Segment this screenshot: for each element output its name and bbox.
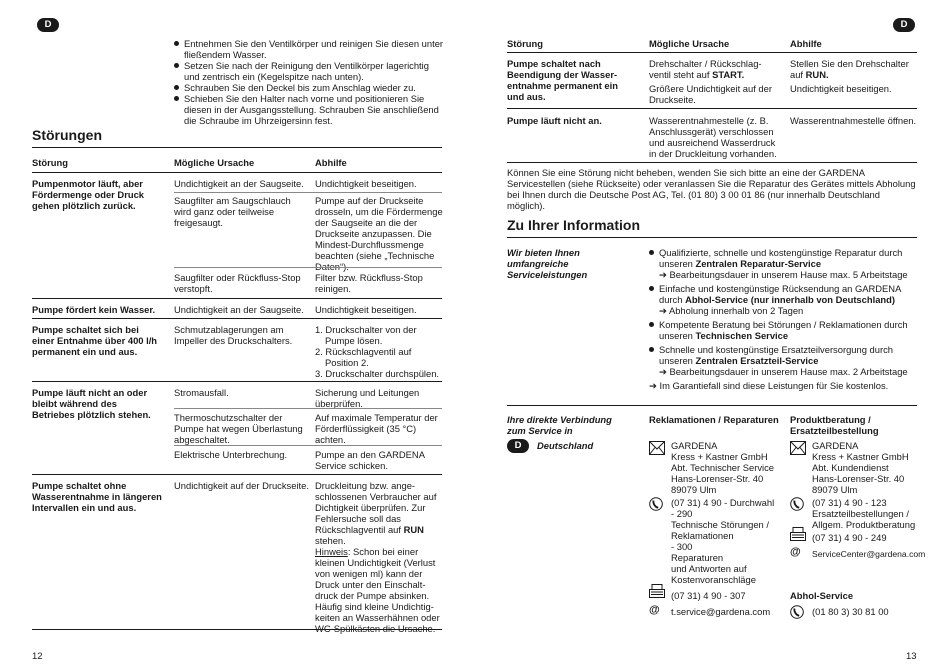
fix-text: Undichtigkeit beseitigen.	[315, 304, 417, 315]
right-page	[475, 0, 950, 671]
fix-text: stehen.	[315, 535, 346, 546]
divider	[507, 162, 917, 163]
cause-text: Saugfilter am Saugschlauch wird ganz oder teilweise freigesaugt.	[174, 195, 291, 228]
address-line: Kress + Kastner GmbH	[812, 451, 909, 462]
email-icon: @	[649, 604, 660, 616]
fix-text: Druckleitung bzw. ange-schlossenen Verbraucher auf Dichtigkeit überprüfen. Zur Fehlersuche soll das Rückschlagventil auf	[315, 480, 437, 535]
offer-text: Schnelle und kostengünstige Ersatzteilversorgung durch unseren	[659, 344, 893, 366]
guarantee-note: ➔ Im Garantiefall sind diese Leistungen für Sie kostenlos.	[649, 380, 919, 391]
intro-bullet-list	[174, 38, 444, 126]
offer-emphasis: Abhol-Service (nur innerhalb von Deutschland)	[685, 294, 895, 305]
offer-sub: ➔ Abholung innerhalb von 2 Tagen	[659, 305, 919, 316]
offer-sub: ➔ Bearbeitungsdauer in unserem Hause max. 2 Arbeitstage	[659, 366, 919, 377]
address-line: 89079 Ulm	[812, 484, 858, 495]
phone-line: und Antworten auf	[671, 563, 747, 574]
divider	[507, 108, 917, 109]
fix-text: Pumpe an den GARDENA Service schicken.	[315, 449, 425, 471]
offer-item	[649, 247, 919, 280]
fix-text: Filter bzw. Rückfluss-Stop reinigen.	[315, 272, 423, 294]
fix-emphasis: RUN	[403, 524, 424, 535]
offer-item	[649, 344, 919, 377]
phone-line: Reparaturen	[671, 552, 724, 563]
fault-text: Pumpe läuft nicht an oder bleibt während des Betriebes plötzlich stehen.	[32, 387, 151, 420]
fix-step: 2. Rückschlagventil auf Position 2.	[315, 346, 412, 368]
offer-text: Qualifizierte, schnelle und kostengünstige Reparatur durch unseren	[659, 247, 903, 269]
phone-line: - 300	[671, 541, 693, 552]
fax-icon	[649, 584, 665, 598]
fix-text: Undichtigkeit beseitigen.	[790, 83, 892, 94]
email-address[interactable]: ServiceCenter@gardena.com	[812, 549, 926, 559]
fix-text: Pumpe auf der Druckseite drosseln, um die Fördermenge der Saugseite an die der Druckseite anzupassen. Die Mindest-Durchflussmenge beachten (siehe „Technische Daten“).	[315, 195, 443, 272]
address-line: Kress + Kastner GmbH	[671, 451, 768, 462]
fax-number: (07 31) 4 90 - 307	[671, 590, 746, 601]
divider	[32, 147, 442, 148]
phone-block	[671, 497, 791, 585]
offer-list	[649, 247, 919, 391]
hint-text: : Schon bei einer kleinen Undichtigkeit (Verlust von wenigen ml) kann der Druck unter den Einschalt-druck der Pumpe absinken. Häufig sind kleine Undichtig-keiten an Wasserhähnen oder WC-Spülkästen die Ursache.	[315, 546, 440, 634]
divider	[174, 408, 442, 409]
mail-icon	[649, 441, 665, 455]
fix-text: Wasserentnahmestelle öffnen.	[790, 115, 917, 126]
col-header-cause: Mögliche Ursache	[174, 157, 255, 168]
fix-text: Stellen Sie den Drehschalter auf	[790, 58, 909, 80]
phone-line: - 290	[671, 508, 693, 519]
cause-text: Undichtigkeit an der Saugseite.	[174, 304, 304, 315]
phone-line: Technische Störungen / Reklamationen	[671, 519, 769, 541]
cause-text: Schmutzablagerungen am Impeller des Druckschalters.	[174, 324, 293, 346]
email-address[interactable]: t.service@gardena.com	[671, 606, 771, 617]
cause-text: Drehschalter / Rückschlag-ventil steht auf	[649, 58, 762, 80]
fix-text-block	[790, 58, 918, 80]
language-badge: D	[37, 18, 59, 32]
page-number: 13	[906, 651, 917, 662]
fault-text: Pumpe schaltet nach Beendigung der Wasser-entnahme permanent ein und aus.	[507, 58, 618, 102]
address-block	[812, 440, 922, 495]
offer-item	[649, 319, 919, 341]
address-line: Abt. Technischer Service	[671, 462, 774, 473]
col-header-fix: Abhilfe	[315, 157, 347, 168]
fax-number: (07 31) 4 90 - 249	[812, 532, 887, 543]
divider	[32, 172, 442, 173]
fix-text: Undichtigkeit beseitigen.	[315, 178, 417, 189]
divider	[507, 52, 917, 53]
mail-icon	[790, 441, 806, 455]
phone-line: Allgem. Produktberatung	[812, 519, 916, 530]
fault-text: Pumpe schaltet ohne Wasserentnahme in längeren Intervallen ein und aus.	[32, 480, 162, 513]
offer-sub: ➔ Bearbeitungsdauer in unserem Hause max. 5 Arbeitstage	[659, 269, 919, 280]
divider	[32, 318, 442, 319]
offer-emphasis: Zentralen Ersatzteil-Service	[695, 355, 819, 366]
country-badge: D	[507, 439, 529, 453]
intro-bullet: Schieben Sie den Halter nach vorne und positionieren Sie diesen in der Ausgangsstellung. Schrauben Sie anschließend die Schraube im Uhrzeigersinn fest.	[174, 93, 444, 126]
col-header-fault: Störung	[32, 157, 68, 168]
cause-text: Größere Undichtigkeit auf der Druckseite.	[649, 83, 772, 105]
fix-step: 3. Druckschalter durchspülen.	[315, 368, 440, 379]
contact-label: Ihre direkte Verbindung zum Service in	[507, 414, 612, 436]
intro-bullet: Setzen Sie nach der Reinigung den Ventilkörper lagerichtig und zentrisch ein (Kegelspitze nach unten).	[174, 60, 444, 82]
address-line: 89079 Ulm	[671, 484, 717, 495]
hint-label: Hinweis	[315, 546, 348, 557]
address-line: Hans-Lorenser-Str. 40	[812, 473, 905, 484]
intro-bullet: Schrauben Sie den Deckel bis zum Anschlag wieder zu.	[174, 82, 444, 93]
fix-emphasis: RUN.	[805, 69, 829, 80]
phone-line: (07 31) 4 90 - 123	[812, 497, 887, 508]
phone-icon	[649, 496, 663, 512]
divider	[32, 381, 442, 382]
address-line: GARDENA	[671, 440, 718, 451]
offer-emphasis: Technischen Service	[695, 330, 789, 341]
phone-line: Kostenvoranschläge	[671, 574, 756, 585]
divider	[174, 192, 442, 193]
pickup-title: Abhol-Service	[790, 590, 854, 601]
divider	[32, 298, 442, 299]
offer-item	[649, 283, 919, 316]
country-name: Deutschland	[537, 440, 594, 451]
section-heading: Zu Ihrer Information	[507, 217, 640, 233]
offer-text: Kompetente Beratung bei Störungen / Reklamationen durch unseren	[659, 319, 908, 341]
fix-step: 1. Druckschalter von der Pumpe lösen.	[315, 324, 417, 346]
phone-icon	[790, 496, 804, 512]
fault-text: Pumpe läuft nicht an.	[507, 115, 602, 126]
cause-emphasis: START.	[712, 69, 745, 80]
phone-line: Ersatzteilbestellungen /	[812, 508, 909, 519]
fix-text: Auf maximale Temperatur der Förderflüssigkeit (35 °C) achten.	[315, 412, 438, 445]
offer-label: Wir bieten Ihnen umfangreiche Serviceleistungen	[507, 247, 588, 280]
pickup-phone: (01 80 3) 30 81 00	[812, 606, 889, 617]
divider	[507, 405, 917, 406]
offer-emphasis: Zentralen Reparatur-Service	[695, 258, 822, 269]
divider	[174, 267, 442, 268]
cause-text: Undichtigkeit auf der Druckseite.	[174, 480, 309, 491]
section-heading: Störungen	[32, 127, 102, 143]
language-badge: D	[893, 18, 915, 32]
divider	[32, 629, 442, 630]
fault-text: Pumpe schaltet sich bei einer Entnahme über 400 l/h permanent ein und aus.	[32, 324, 158, 357]
cause-text: Wasserentnahmestelle (z. B. Anschlussgerät) verschlossen und ausreichend Wasserdruck in der Druckleitung vorhanden.	[649, 115, 777, 159]
fix-text-block	[315, 480, 443, 634]
address-block	[671, 440, 791, 495]
phone-block	[812, 497, 922, 530]
service-note: Können Sie eine Störung nicht beheben, wenden Sie sich bitte an eine der GARDENA Servicestellen (siehe Rückseite) oder veranlassen Sie die Reparatur des Gerätes mittels Abholung bei Ihnen durch die Deutsche Post AG, Tel. (01 80) 3 00 01 86 (nur innerhalb Deutschland möglich).	[507, 167, 916, 211]
phone-icon	[790, 604, 804, 620]
fix-text: Sicherung und Leitungen überprüfen.	[315, 387, 420, 409]
col-header-cause: Mögliche Ursache	[649, 38, 730, 49]
page-number: 12	[32, 651, 43, 662]
fault-text: Pumpe fördert kein Wasser.	[32, 304, 156, 315]
phone-line: (07 31) 4 90 - Durchwahl	[671, 497, 775, 508]
address-line: GARDENA	[812, 440, 859, 451]
cause-text: Elektrische Unterbrechung.	[174, 449, 288, 460]
address-line: Abt. Kundendienst	[812, 462, 889, 473]
cause-text: Saugfilter oder Rückfluss-Stop verstopft.	[174, 272, 301, 294]
intro-bullet: Entnehmen Sie den Ventilkörper und reinigen Sie diesen unter fließendem Wasser.	[174, 38, 444, 60]
col-header-fix: Abhilfe	[790, 38, 822, 49]
divider	[174, 445, 442, 446]
offer-text: Einfache und kostengünstige Rücksendung an GARDENA durch	[659, 283, 901, 305]
divider	[32, 474, 442, 475]
col-header-fault: Störung	[507, 38, 543, 49]
fix-list	[315, 324, 443, 379]
cause-text: Stromausfall.	[174, 387, 229, 398]
contact-column-title: Reklamationen / Reparaturen	[649, 414, 779, 425]
address-line: Hans-Lorenser-Str. 40	[671, 473, 764, 484]
cause-text: Thermoschutzschalter der Pumpe hat wegen Überlastung abgeschaltet.	[174, 412, 303, 445]
email-icon: @	[790, 546, 801, 558]
cause-text-block	[649, 58, 781, 80]
cause-text: Undichtigkeit an der Saugseite.	[174, 178, 304, 189]
fax-icon	[790, 527, 806, 541]
fault-text: Pumpenmotor läuft, aber Fördermenge oder Druck gehen plötzlich zurück.	[32, 178, 145, 211]
contact-column-title: Produktberatung / Ersatzteilbestellung	[790, 414, 879, 436]
divider	[507, 237, 917, 238]
